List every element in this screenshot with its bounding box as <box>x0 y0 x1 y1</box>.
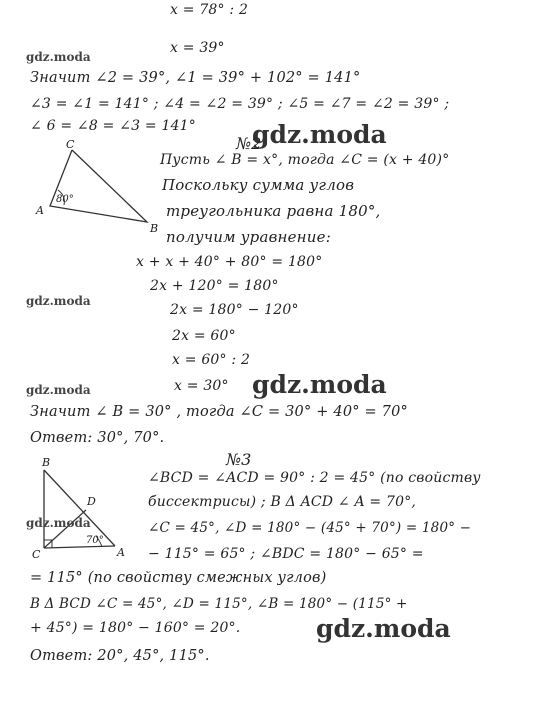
equation-line-12: 2x = 180° − 120° <box>170 302 299 318</box>
vertex-a-label: A <box>117 546 125 559</box>
watermark: gdz.moda <box>26 294 91 308</box>
watermark: gdz.moda <box>252 120 387 149</box>
text-line-22: = 115° (по свойству смежных углов) <box>30 570 327 586</box>
watermark: gdz.moda <box>26 50 91 64</box>
problem-2-number: №2 <box>236 134 262 153</box>
equation-line-10: x + x + 40° + 80° = 180° <box>136 254 323 270</box>
text-line-7: Поскольку сумма углов <box>162 176 355 194</box>
text-line-8: треугольника равна 180°, <box>166 202 381 220</box>
vertex-b-label: B <box>42 456 51 469</box>
text-line-4: ∠3 = ∠1 = 141° ; ∠4 = ∠2 = 39° ; ∠5 = ∠7 = ∠2 = 39° ; <box>30 96 450 112</box>
vertex-d-label: D <box>87 495 96 508</box>
text-line-18: ∠BCD = ∠ACD = 90° : 2 = 45° (по свойству <box>148 470 481 486</box>
vertex-c-label: C <box>66 138 75 151</box>
equation-line-14: x = 60° : 2 <box>172 352 251 368</box>
answer-line-17: Ответ: 30°, 70°. <box>30 430 165 446</box>
angle-a-label: 70° <box>86 535 104 546</box>
watermark: gdz.moda <box>316 614 451 643</box>
text-line-3: Значит ∠2 = 39°, ∠1 = 39° + 102° = 141° <box>30 70 361 86</box>
text-line-23: В Δ BCD ∠C = 45°, ∠D = 115°, ∠B = 180° − (115° + <box>30 596 408 612</box>
watermark: gdz.moda <box>26 516 91 530</box>
equation-line-2: x = 39° <box>170 40 225 56</box>
text-line-9: получим уравнение: <box>166 228 331 246</box>
equation-line-13: 2x = 60° <box>172 328 236 344</box>
text-line-6: Пусть ∠ B = x°, тогда ∠C = (x + 40)° <box>160 152 450 168</box>
vertex-c-label: C <box>32 548 41 561</box>
answer-line-25: Ответ: 20°, 45°, 115°. <box>30 648 210 664</box>
text-line-20: ∠C = 45°, ∠D = 180° − (45° + 70°) = 180° − <box>148 520 472 536</box>
watermark: gdz.moda <box>252 370 387 399</box>
text-line-24: + 45°) = 180° − 160° = 20°. <box>30 620 241 636</box>
text-line-5: ∠ 6 = ∠8 = ∠3 = 141° <box>30 118 196 134</box>
equation-line-11: 2x + 120° = 180° <box>150 278 279 294</box>
text-line-16: Значит ∠ B = 30° , тогда ∠C = 30° + 40° = 70° <box>30 404 408 420</box>
vertex-a-label: A <box>36 204 44 217</box>
angle-a-label: 80° <box>56 194 74 205</box>
watermark: gdz.moda <box>26 383 91 397</box>
equation-line-15: x = 30° <box>174 378 229 394</box>
problem-3-number: №3 <box>226 450 252 469</box>
equation-line-1: x = 78° : 2 <box>170 2 249 18</box>
text-line-21: − 115° = 65° ; ∠BDC = 180° − 65° = <box>148 546 424 562</box>
text-line-19: биссектрисы) ; В Δ ACD ∠ A = 70°, <box>148 494 417 510</box>
vertex-b-label: B <box>150 222 159 235</box>
